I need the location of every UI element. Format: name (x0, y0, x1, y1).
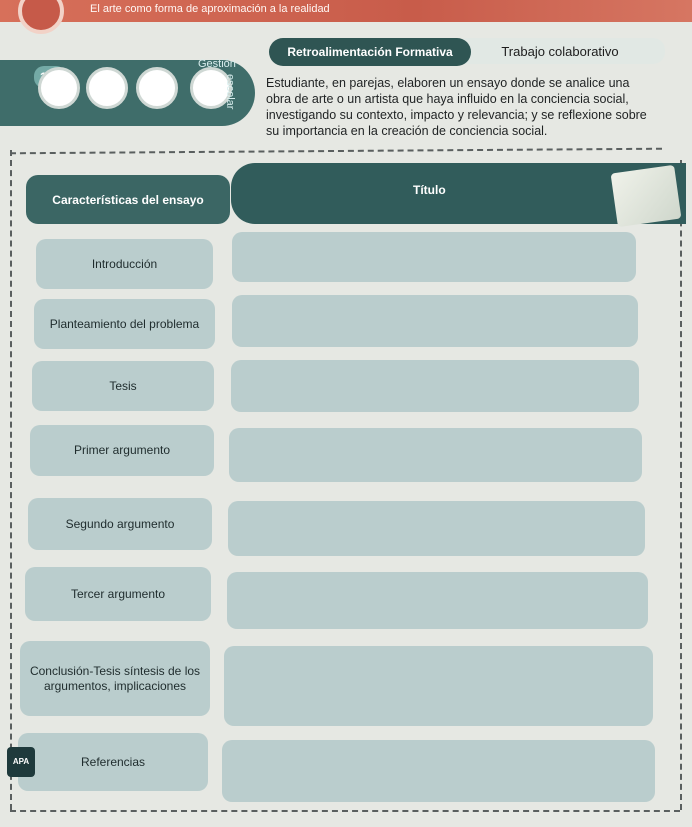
row-input-tesis[interactable] (231, 360, 639, 412)
row-label-segundo-argumento: Segundo argumento (28, 498, 212, 550)
gestion-label: Gestión (198, 58, 236, 70)
row-label-tesis: Tesis (32, 361, 214, 411)
row-label-referencias: Referencias (18, 733, 208, 791)
apa-icon: APA (7, 747, 35, 777)
row-input-primer-argumento[interactable] (229, 428, 642, 482)
page-title: El arte como forma de aproximación a la realidad (90, 3, 330, 15)
characteristics-header: Características del ensayo (26, 175, 230, 224)
dashed-border-bottom (10, 810, 680, 812)
row-input-segundo-argumento[interactable] (228, 501, 645, 556)
instructions-text: Estudiante, en parejas, elaboren un ensayo donde se analice una obra de arte o un artista que haya influido en la conciencia social, investigando su contexto, impacto y relevancia; y se reflexione sobre su importancia en la creación de conciencia social. (266, 76, 647, 138)
dashed-border-left (10, 150, 12, 810)
dashed-border-right (680, 160, 682, 810)
row-input-tercer-argumento[interactable] (227, 572, 648, 629)
dashed-border-top (10, 148, 662, 155)
row-label-introduccion: Introducción (36, 239, 213, 289)
row-label-primer-argumento: Primer argumento (30, 425, 214, 476)
title-label: Título (413, 183, 446, 197)
row-input-conclusion[interactable] (224, 646, 653, 726)
title-header (231, 163, 686, 224)
escolar-label: escolar (224, 74, 236, 110)
notebook-pen-icon (611, 165, 682, 227)
retro-pill: Retroalimentación Formativa (269, 38, 471, 66)
row-label-tercer-argumento: Tercer argumento (25, 567, 211, 621)
row-input-introduccion[interactable] (232, 232, 636, 282)
row-input-planteamiento[interactable] (232, 295, 638, 347)
row-label-conclusion: Conclusión-Tesis síntesis de los argumentos, implicaciones (20, 641, 210, 716)
group-icon (136, 67, 178, 109)
palette-icon (38, 67, 80, 109)
row-input-referencias[interactable] (222, 740, 655, 802)
notebook-icon (86, 67, 128, 109)
subject-badge-icon (18, 0, 64, 34)
trabajo-pill: Trabajo colaborativo (455, 38, 665, 64)
row-label-planteamiento: Planteamiento del problema (34, 299, 215, 349)
